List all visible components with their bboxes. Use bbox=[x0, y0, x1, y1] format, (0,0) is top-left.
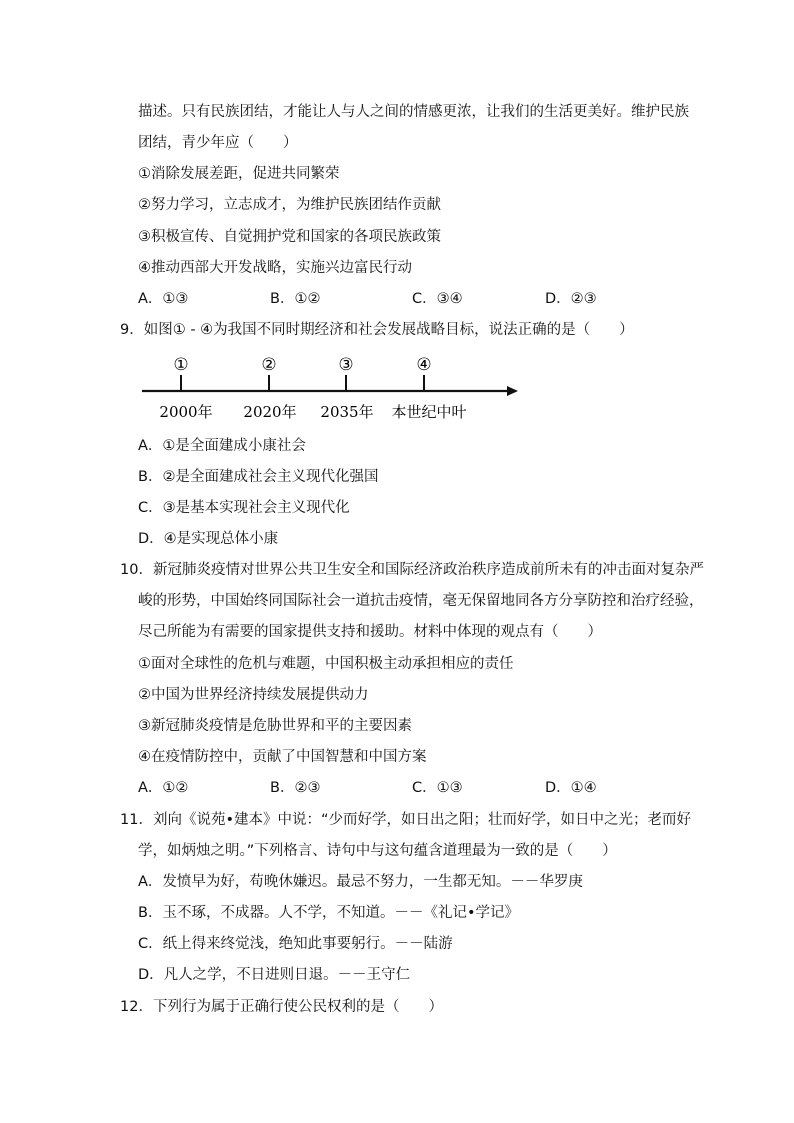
q11-option-b: B．玉不琢，不成器。人不学，不知道。－－《礼记•学记》 bbox=[138, 905, 519, 921]
timeline-label: 2000年 bbox=[159, 403, 213, 421]
q8-option-c: C．③④ bbox=[412, 291, 463, 307]
timeline-label: 2020年 bbox=[243, 403, 297, 421]
q10-option-d: D．①④ bbox=[545, 780, 597, 796]
q10-item: ④在疫情防控中，贡献了中国智慧和中国方案 bbox=[138, 749, 427, 765]
q11-stem-line2: 学，如炳烛之明。”下列格言、诗句中与这句蕴含道理最为一致的是（ ） bbox=[138, 843, 617, 859]
q10-option-c: C．①③ bbox=[412, 780, 463, 796]
timeline-arrowhead bbox=[507, 386, 518, 396]
q8-stem-line2: 团结，青少年应（ ） bbox=[138, 135, 298, 151]
q10-stem-line1: 10．新冠肺炎疫情对世界公共卫生安全和国际经济政治秩序造成前所未有的冲击面对复杂严 bbox=[120, 562, 704, 578]
q9-option-b: B．②是全面建成社会主义现代化强国 bbox=[138, 469, 379, 485]
q9-timeline-diagram bbox=[130, 350, 530, 425]
q8-option-b: B．①② bbox=[270, 291, 321, 307]
q9-option-a: A．①是全面建成小康社会 bbox=[138, 438, 306, 454]
q8-stem-line1: 描述。只有民族团结，才能让人与人之间的情感更浓，让我们的生活更美好。维护民族 bbox=[138, 104, 689, 120]
timeline-point-1 bbox=[159, 355, 212, 421]
q12-stem: 12．下列行为属于正确行使公民权利的是（ ） bbox=[120, 999, 443, 1015]
q8-item: ③积极宣传、自觉拥护党和国家的各项民族政策 bbox=[138, 229, 441, 245]
timeline-point-2 bbox=[243, 355, 296, 421]
q8-item: ①消除发展差距，促进共同繁荣 bbox=[138, 166, 340, 182]
q11-option-c: C．纸上得来终觉浅，绝知此事要躬行。－－陆游 bbox=[138, 936, 453, 952]
q10-option-a: A．①② bbox=[138, 780, 189, 796]
timeline-marker: ④ bbox=[416, 355, 432, 375]
q11-stem-line1: 11．刘向《说苑•建本》中说：“少而好学，如日出之阳；壮而好学，如日中之光；老而好 bbox=[120, 812, 692, 828]
q8-item: ②努力学习，立志成才，为维护民族团结作贡献 bbox=[138, 197, 441, 213]
timeline-point-3 bbox=[320, 355, 373, 421]
timeline-label: 2035年 bbox=[320, 403, 374, 421]
q9-stem: 9．如图① - ④为我国不同时期经济和社会发展战略目标，说法正确的是（ ） bbox=[120, 322, 634, 338]
q10-option-b: B．②③ bbox=[270, 780, 321, 796]
timeline-point-4 bbox=[391, 355, 466, 421]
q8-item: ④推动西部大开发战略，实施兴边富民行动 bbox=[138, 260, 412, 276]
q11-option-d: D．凡人之学，不日进则日退。－－王守仁 bbox=[138, 967, 411, 983]
timeline-marker: ③ bbox=[338, 355, 354, 375]
q11-option-a: A．发愤早为好，苟晚休嫌迟。最忌不努力，一生都无知。－－华罗庚 bbox=[138, 874, 583, 890]
q10-item: ③新冠肺炎疫情是危胁世界和平的主要因素 bbox=[138, 718, 412, 734]
q9-option-c: C．③是基本实现社会主义现代化 bbox=[138, 500, 350, 516]
timeline-label: 本世纪中叶 bbox=[391, 403, 467, 421]
q10-stem-line3: 尽己所能为有需要的国家提供支持和援助。材料中体现的观点有（ ） bbox=[138, 624, 602, 640]
timeline-marker: ① bbox=[173, 355, 189, 375]
q10-item: ①面对全球性的危机与难题，中国积极主动承担相应的责任 bbox=[138, 656, 514, 672]
q10-item: ②中国为世界经济持续发展提供动力 bbox=[138, 687, 369, 703]
q8-option-a: A．①③ bbox=[138, 291, 189, 307]
q10-stem-line2: 峻的形势，中国始终同国际社会一道抗击疫情，毫无保留地同各方分享防控和治疗经验， bbox=[138, 593, 704, 609]
q9-option-d: D．④是实现总体小康 bbox=[138, 531, 279, 547]
timeline-marker: ② bbox=[261, 355, 277, 375]
q8-option-d: D．②③ bbox=[545, 291, 597, 307]
